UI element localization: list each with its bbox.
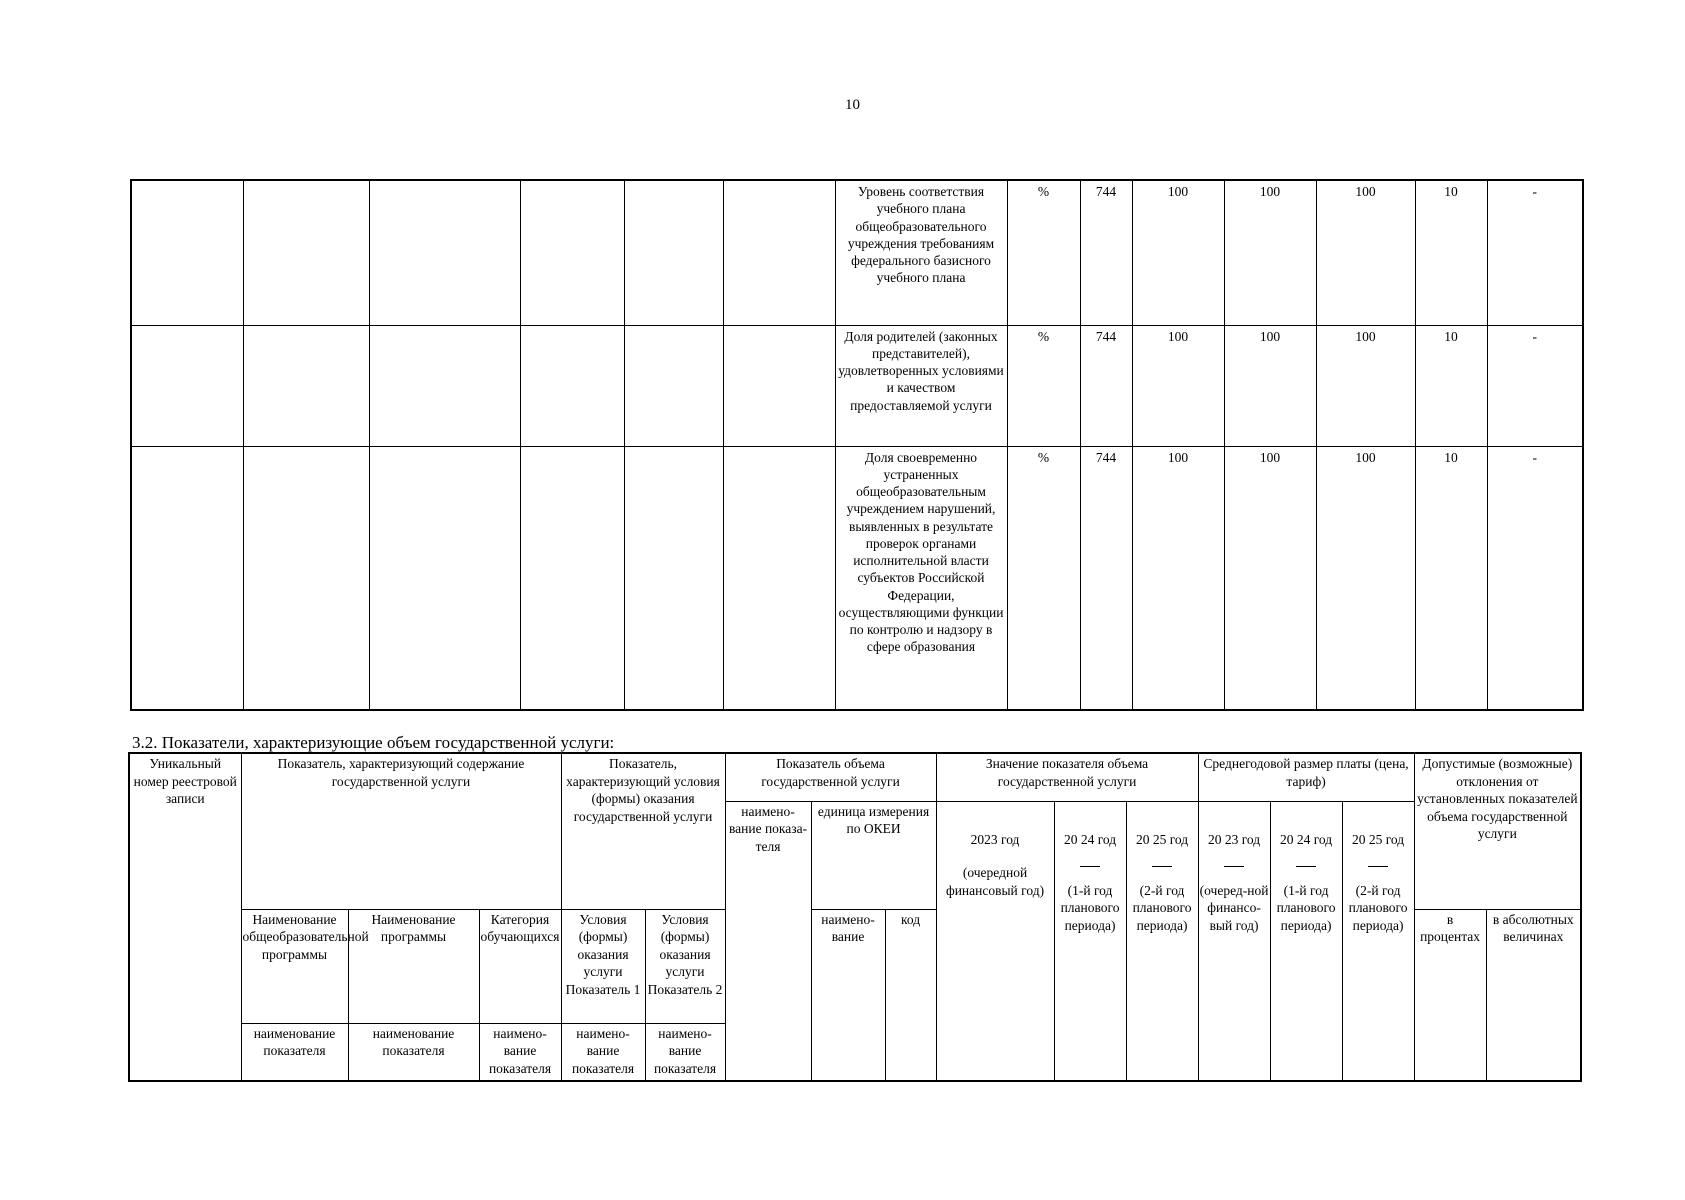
fee-2025-sub-text: (2-й год планового периода) [1348,882,1408,933]
volume-indicators-table [128,752,1582,1082]
underline-mark [1224,866,1244,867]
header-condition-2: Условия (формы) оказания услуги Показатель 2 [645,909,725,1023]
underline-mark [1152,866,1172,867]
header-deviation-absolute: в абсолютных величинах [1486,909,1581,1081]
header-indicator-name-4: наимено-вание показателя [561,1023,645,1081]
unit: % [1007,180,1080,325]
table-row [131,446,1583,710]
unit: % [1007,325,1080,446]
header-fee-2023 [1198,801,1270,1081]
deviation-percent: 10 [1415,325,1487,446]
header-year-2024 [1054,801,1126,1081]
header-unit-code: код [885,909,936,1081]
table-row [131,325,1583,446]
value-2023: 100 [1132,446,1224,710]
value-2025: 100 [1316,446,1415,710]
okei-code: 744 [1080,446,1132,710]
deviation-percent: 10 [1415,180,1487,325]
year-2025-label: 20 25 год [1135,831,1189,847]
section-title: 3.2. Показатели, характеризующие объем государственной услуги: [132,733,615,752]
header-indicator-name-1: наименование показателя [241,1023,348,1081]
header-fee-2025 [1342,801,1414,1081]
header-year-2025 [1126,801,1198,1081]
value-2025: 100 [1316,180,1415,325]
header-unique-record-number: Уникальный номер реестровой записи [129,753,241,1081]
header-year-2023 [936,801,1054,1081]
value-2025: 100 [1316,325,1415,446]
page-number: 10 [845,97,860,113]
header-program-type: Наименование общеобразовательной программы [241,909,348,1023]
value-2023: 100 [1132,325,1224,446]
year-2024-sub [1056,864,1125,934]
underline-mark [1296,866,1316,867]
fee-2024-sub [1272,864,1341,934]
deviation-percent: 10 [1415,446,1487,710]
year-2023-sub: (очередной финансовый год) [945,865,1045,898]
value-2024: 100 [1224,446,1316,710]
header-volume-indicator: Показатель объема государственной услуги [725,753,936,801]
header-deviation-percent: в процентах [1414,909,1486,1081]
underline-mark [1368,866,1388,867]
fee-2024-sub-text: (1-й год планового периода) [1276,882,1336,933]
deviation-absolute: - [1487,446,1583,710]
header-program-name: Наименование программы [348,909,479,1023]
quality-indicators-continuation-table [130,179,1584,711]
value-2024: 100 [1224,325,1316,446]
header-indicator-name-5: наимено-вание показателя [645,1023,725,1081]
header-average-fee: Среднегодовой размер платы (цена, тариф) [1198,753,1414,801]
underline-mark [1080,866,1100,867]
value-2024: 100 [1224,180,1316,325]
header-conditions-indicator: Показатель, характеризующий условия (формы) оказания государственной услуги [561,753,725,909]
header-indicator-name-3: наимено-вание показателя [479,1023,561,1081]
table-row [129,753,1581,801]
header-indicator-name: наимено-вание показа-теля [725,801,811,1081]
header-condition-1: Условия (формы) оказания услуги Показатель 1 [561,909,645,1023]
year-2025-sub [1128,864,1197,934]
header-content-indicator: Показатель, характеризующий содержание государственной услуги [241,753,561,909]
okei-code: 744 [1080,180,1132,325]
deviation-absolute: - [1487,180,1583,325]
year-2024-label: 20 24 год [1063,831,1117,847]
table-row [131,180,1583,325]
fee-2023-label: 20 23 год [1207,831,1261,847]
fee-2025-label: 20 25 год [1351,831,1405,847]
header-student-category: Категория обучающихся [479,909,561,1023]
indicator-name: Доля своевременно устраненных общеобразовательным учреждением нарушений, выявленных в результате проверок органами исполнительной власти субъектов Российской Федерации, осуществляющими функции по контролю и надзору в сфере образования [835,446,1007,710]
year-2025-sub-text: (2-й год планового периода) [1132,882,1192,933]
year-2023-label: 2023 год [970,831,1020,847]
header-indicator-name-2: наименование показателя [348,1023,479,1081]
okei-code: 744 [1080,325,1132,446]
unit: % [1007,446,1080,710]
fee-2025-sub [1344,864,1413,934]
header-allowed-deviation: Допустимые (возможные) отклонения от установленных показателей объема государственной услуги [1414,753,1581,909]
header-unit-name: наимено-вание [811,909,885,1081]
header-fee-2024 [1270,801,1342,1081]
indicator-name: Доля родителей (законных представителей), удовлетворенных условиями и качеством предоставляемой услуги [835,325,1007,446]
fee-2023-sub-text: (очеред-ной финансо-вый год) [1199,882,1269,933]
indicator-name: Уровень соответствия учебного плана общеобразовательного учреждения требованиям федерального базисного учебного плана [835,180,1007,325]
deviation-absolute: - [1487,325,1583,446]
fee-2023-sub [1200,864,1269,934]
header-unit-okei: единица измерения по ОКЕИ [811,801,936,909]
header-volume-value: Значение показателя объема государственной услуги [936,753,1198,801]
value-2023: 100 [1132,180,1224,325]
fee-2024-label: 20 24 год [1279,831,1333,847]
year-2024-sub-text: (1-й год планового периода) [1060,882,1120,933]
